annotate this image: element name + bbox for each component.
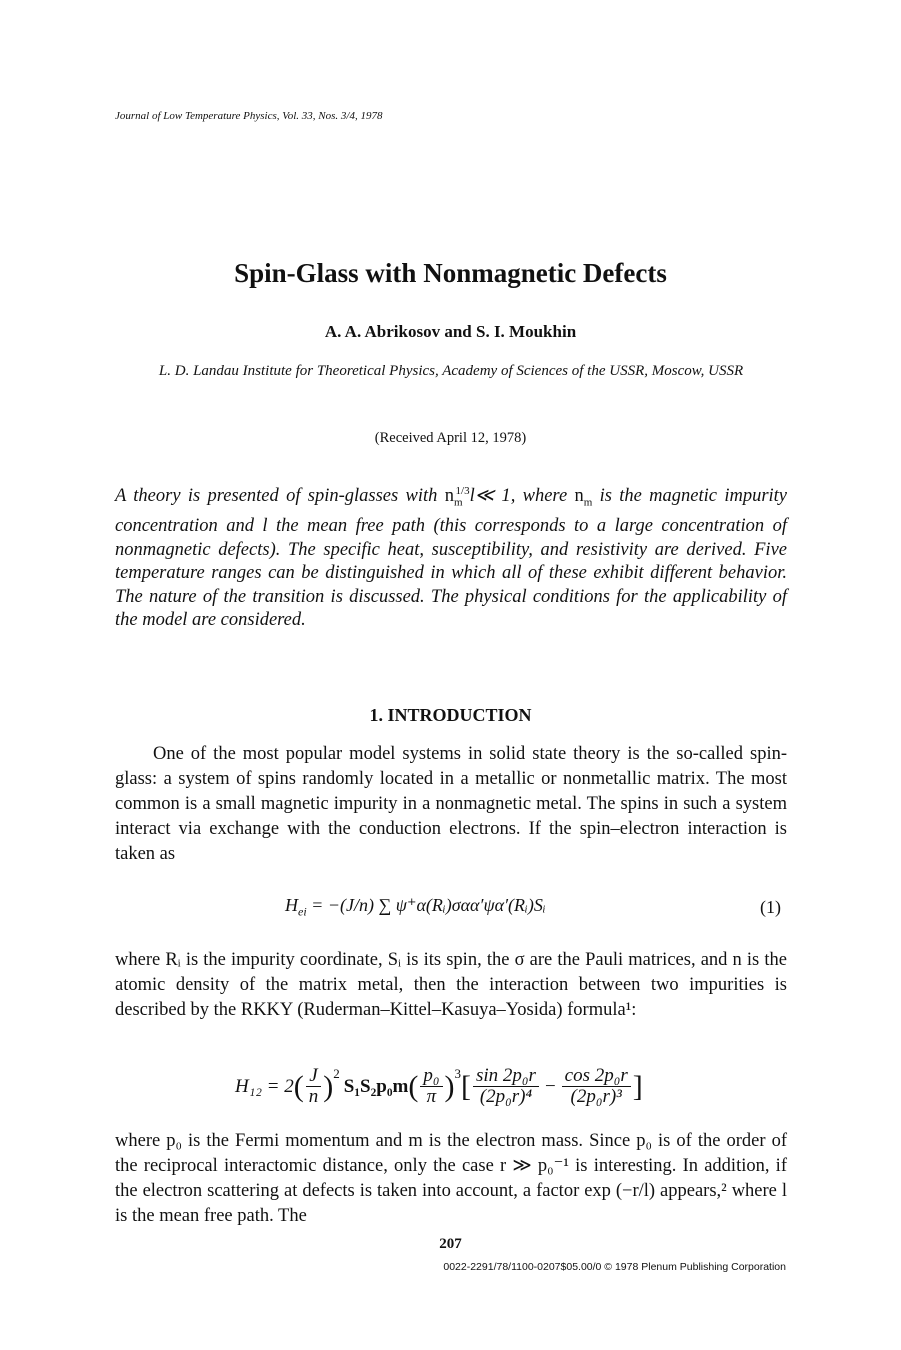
equation-1 (285, 895, 546, 920)
journal-header: Journal of Low Temperature Physics, Vol. 33, Nos. 3/4, 1978 (115, 110, 383, 122)
eq2-paren-close-2: ) (444, 1069, 455, 1103)
eq2-paren-close: ) (323, 1069, 334, 1103)
copyright-line: 0022-2291/78/1100-0207$05.00/0 © 1978 Plenum Publishing Corporation (443, 1261, 786, 1273)
abstract-text-3: is the magnetic impurity concentration and l the mean free path (this corresponds to a large concentration of nonmagnetic defects). The specific heat, susceptibility, and resistivity are derived. Five temperature ranges can be distinguished in which all of these exhibit different behavior. The nature of the transition is discussed. The physical conditions for the applicability of the model are considered. (115, 486, 788, 631)
abstract-text-1: A theory is presented of spin-glasses with (115, 486, 445, 507)
equation-1-number: (1) (760, 897, 781, 917)
eq2-frac-sin: $\frac{\text{sin 2p₀r}}{\text{(2p₀r)⁴}}$ (473, 1066, 539, 1107)
equation-2 (235, 1066, 643, 1107)
eq2-paren-open-2: ( (408, 1069, 419, 1103)
paragraph-intro: One of the most popular model systems in solid state theory is the so-called spin-glass: a system of spins randomly located in a metallic or nonmetallic matrix. The most common is a small magnetic impurity in a nonmagnetic metal. The spins in such a system interact via exchange with the conduction electrons. If the spin–electron interaction is taken as (115, 744, 787, 864)
eq2-minus: − (544, 1075, 556, 1097)
section-heading: 1. INTRODUCTION (369, 705, 532, 725)
paragraph-rkky: where Rᵢ is the impurity coordinate, Sᵢ is its spin, the σ are the Pauli matrices, and n is the atomic density of the matrix metal, then the interaction between two impurities is described by the RKKY (Ruderman–Kittel–Kasuya–Yosida) formula¹: (115, 950, 787, 1020)
abstract-text-2: , where (510, 486, 575, 507)
page-number: 207 (439, 1236, 462, 1252)
abstract-expr-nm: $n_m^{1/3}$ (444, 485, 470, 509)
eq2-bracket-open: [ (461, 1069, 471, 1103)
eq2-lhs: H₁₂ = 2 (235, 1075, 294, 1097)
eq1-rhs: = −(J/n) ∑ ψ⁺α(Rᵢ)σαα′ψα′(Rᵢ)Sᵢ (306, 895, 546, 915)
eq1-lhs: H (285, 895, 298, 915)
abstract-expr-rest: l≪ 1 (469, 486, 511, 507)
abstract (115, 480, 787, 633)
paper-title: Spin-Glass with Nonmagnetic Defects (234, 258, 667, 288)
eq2-cube: 3 (454, 1066, 461, 1081)
eq2-frac-cos: $\frac{\text{cos 2p₀r}}{\text{(2p₀r)³}}$ (562, 1066, 631, 1107)
abstract-expr-nm-2: $n_m$ (574, 486, 593, 509)
eq2-middle: S₁S₂p₀m (343, 1075, 409, 1097)
eq2-paren-open: ( (293, 1069, 304, 1103)
received-date: (Received April 12, 1978) (374, 430, 527, 446)
eq2-square: 2 (333, 1066, 340, 1081)
eq2-bracket-close: ] (632, 1069, 643, 1103)
author-list: A. A. Abrikosov and S. I. Moukhin (324, 322, 577, 341)
eq2-frac-j-n: $\frac{J}{n}$ (306, 1066, 322, 1107)
eq2-frac-p-pi: $\frac{\text{p₀}}{\pi}$ (420, 1066, 442, 1107)
eq1-lhs-sub: ei (298, 904, 307, 919)
paragraph-fermi: where p₀ is the Fermi momentum and m is the electron mass. Since p₀ is of the order of the reciprocal interactomic distance, only the case r ≫ p₀⁻¹ is interesting. In addition, if the electron scattering at defects is taken into account, a factor exp (−r/l) appears,² where l is the mean free path. The (115, 1131, 787, 1226)
affiliation: L. D. Landau Institute for Theoretical Physics, Academy of Sciences of the USSR, Moscow, USSR (158, 363, 744, 379)
